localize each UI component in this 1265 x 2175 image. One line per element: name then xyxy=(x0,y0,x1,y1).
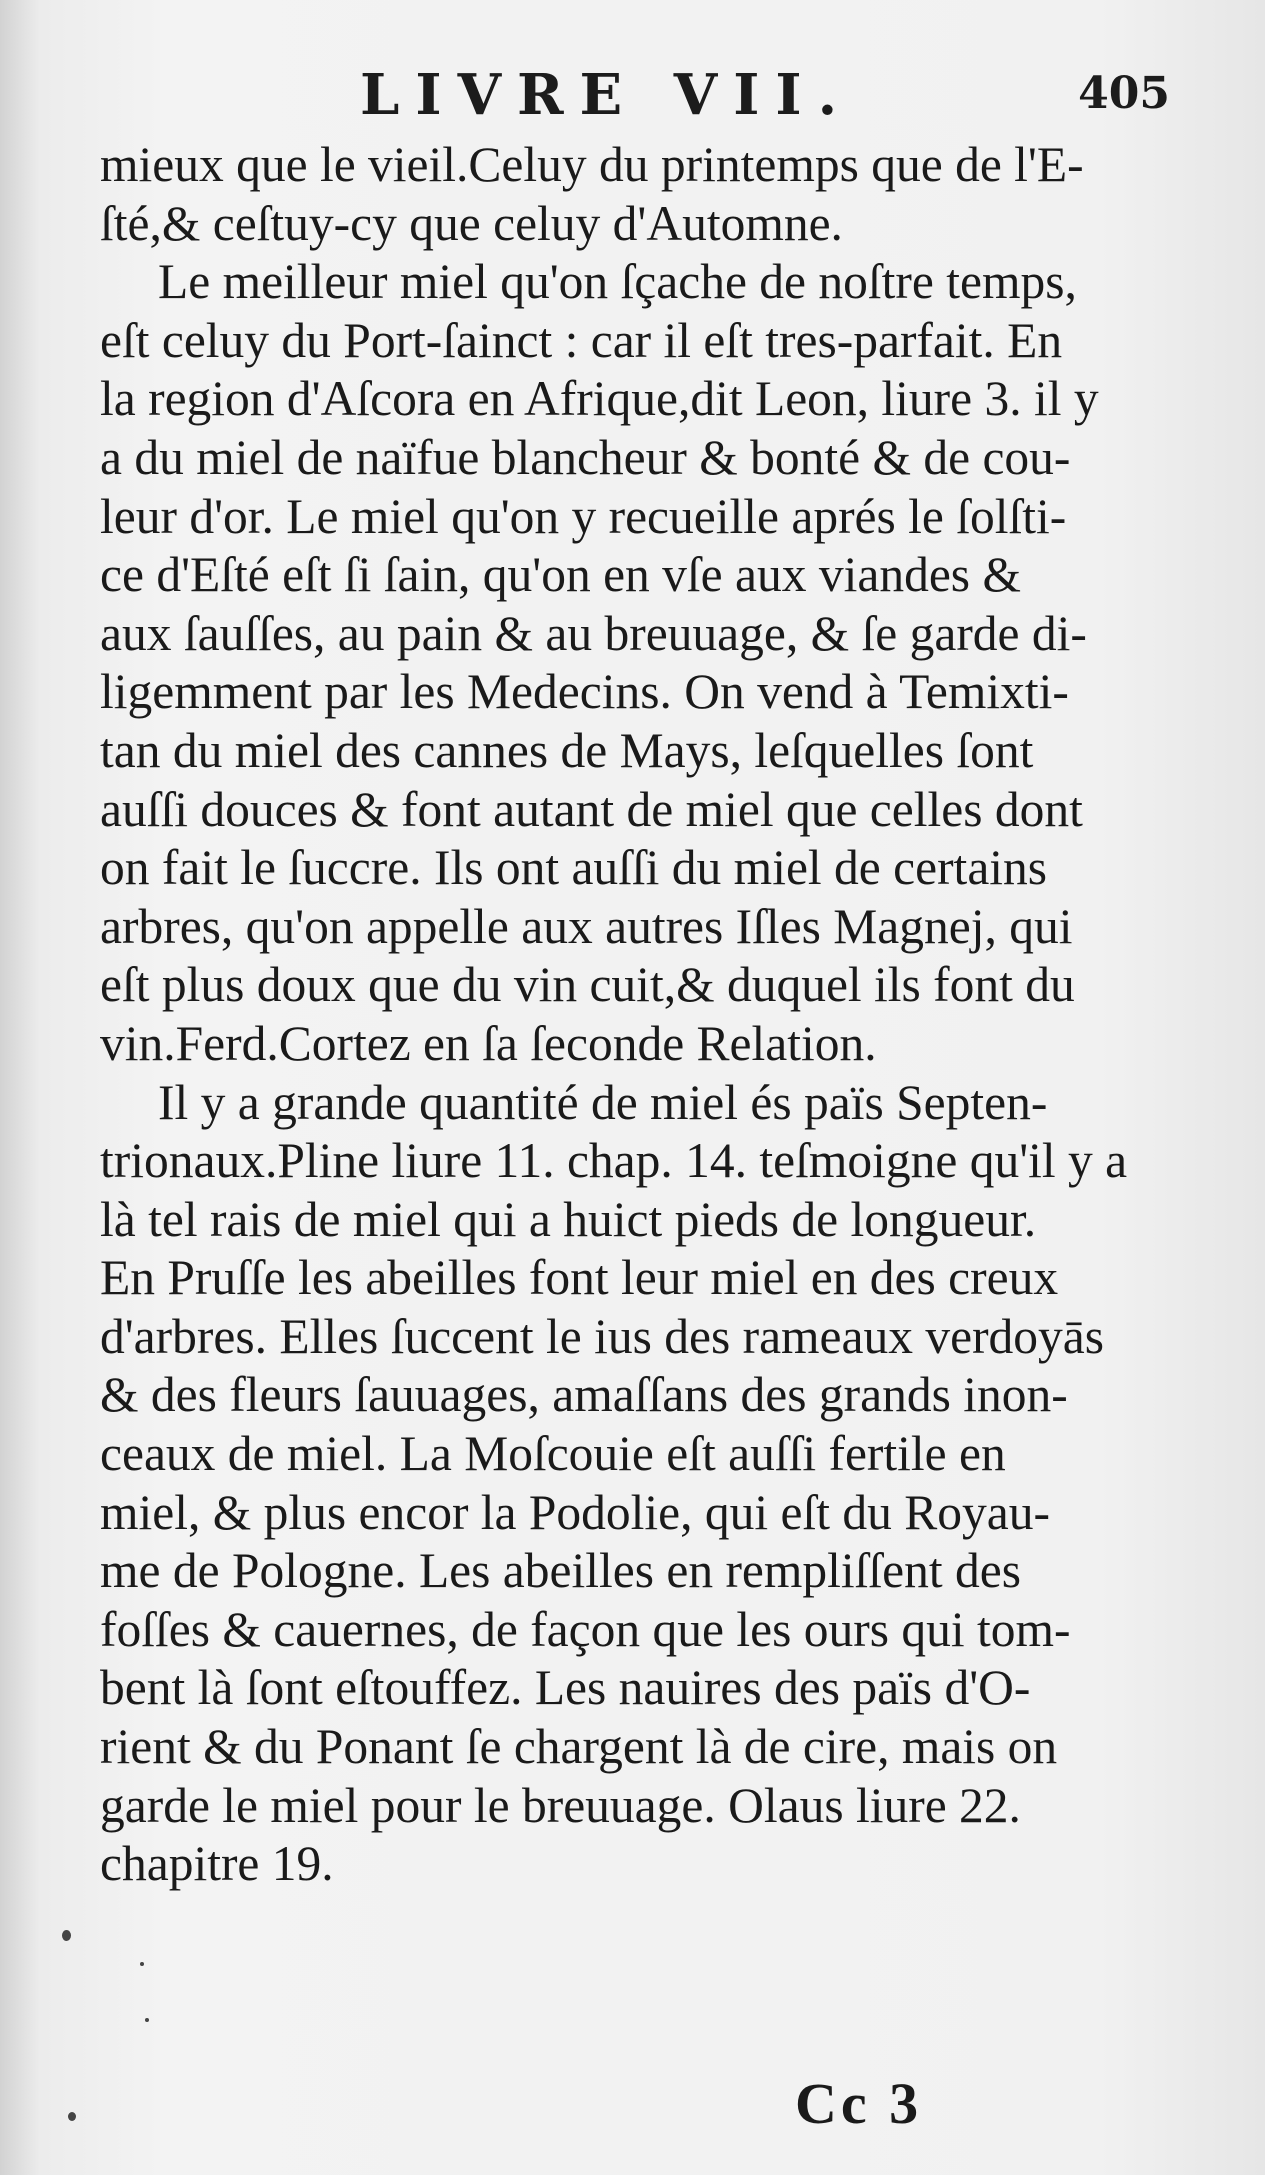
body-text xyxy=(100,136,1170,1894)
text-line: là tel rais de miel qui a huict pieds de longueur. xyxy=(100,1191,1037,1247)
signature-mark: Cc 3 xyxy=(795,2071,923,2136)
text-line: Il y a grande quantité de miel és païs Septen- xyxy=(158,1074,1048,1130)
text-line: arbres, qu'on appelle aux autres Iſles Magnej, qui xyxy=(100,898,1073,954)
text-line: ligemment par les Medecins. On vend à Temixti- xyxy=(100,664,1069,720)
text-line: eſt celuy du Port-ſainct : car il eſt tres-parfait. En xyxy=(100,312,1063,368)
text-line: ceaux de miel. La Moſcouie eſt auſſi fertile en xyxy=(100,1426,1006,1482)
running-header xyxy=(120,62,1170,132)
ink-speck xyxy=(145,2018,149,2022)
ink-speck xyxy=(140,1962,144,1966)
text-line: miel, & plus encor la Podolie, qui eſt du Royau- xyxy=(100,1484,1050,1540)
page-number: 405 xyxy=(1078,68,1170,119)
ink-speck xyxy=(62,1930,71,1941)
text-line: mieux que le vieil.Celuy du printemps que de l'E- xyxy=(100,137,1084,192)
text-line: la region d'Aſcora en Afrique,dit Leon, liure 3. il y xyxy=(100,371,1099,427)
text-line: vin.Ferd.Cortez en ſa ſeconde Relation. xyxy=(100,1015,877,1071)
ink-speck xyxy=(68,2112,76,2121)
text-line: a du miel de naïfue blancheur & bonté & de cou- xyxy=(100,429,1071,485)
text-line: aux ſauſſes, au pain & au breuuage, & ſe garde di- xyxy=(100,605,1087,661)
text-line: leur d'or. Le miel qu'on y recueille aprés le ſolſti- xyxy=(100,488,1067,544)
text-line: bent là ſont eſtouffez. Les nauires des païs d'O- xyxy=(100,1660,1031,1716)
text-line: chapitre 19. xyxy=(100,1836,334,1892)
text-line: rient & du Ponant ſe chargent là de cire, mais on xyxy=(100,1719,1058,1775)
text-line: d'arbres. Elles ſuccent le ius des rameaux verdoyās xyxy=(100,1308,1105,1364)
text-line: me de Pologne. Les abeilles en rempliſſent des xyxy=(100,1543,1021,1599)
text-line: eſt plus doux que du vin cuit,& duquel ils font du xyxy=(100,957,1075,1013)
text-line: auſſi douces & font autant de miel que celles dont xyxy=(100,781,1083,837)
text-line: ſté,& ceſtuy-cy que celuy d'Automne. xyxy=(100,195,843,251)
text-line: garde le miel pour le breuuage. Olaus liure 22. xyxy=(100,1777,1021,1833)
running-title: LIVRE VII. xyxy=(360,62,854,128)
text-line: tan du miel des cannes de Mays, leſquelles ſont xyxy=(100,722,1034,778)
text-line: foſſes & cauernes, de façon que les ours qui tom- xyxy=(100,1601,1071,1657)
text-line: on fait le ſuccre. Ils ont auſſi du miel de certains xyxy=(100,840,1048,896)
text-line: ce d'Eſté eſt ſi ſain, qu'on en vſe aux viandes & xyxy=(100,547,1021,603)
text-line: & des fleurs ſauuages, amaſſans des grands inon- xyxy=(100,1367,1068,1423)
text-line: Le meilleur miel qu'on ſçache de noſtre temps, xyxy=(158,254,1077,310)
text-line: En Pruſſe les abeilles font leur miel en des creux xyxy=(100,1250,1059,1306)
text-line: trionaux.Pline liure 11. chap. 14. teſmoigne qu'il y a xyxy=(100,1133,1128,1189)
